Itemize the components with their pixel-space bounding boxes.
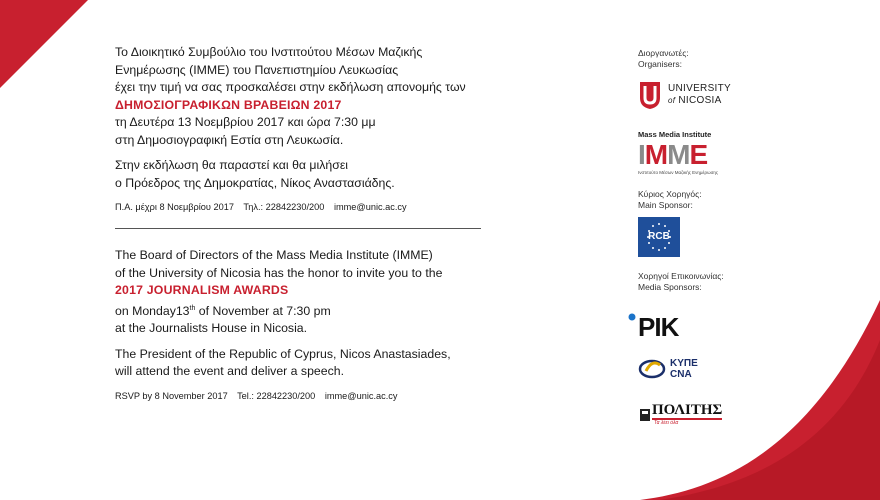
organisers-label-en: Organisers: bbox=[638, 59, 682, 69]
greek-president-line-2: ο Πρόεδρος της Δημοκρατίας, Νίκος Αναστασιάδης. bbox=[115, 175, 395, 190]
greek-intro-line-2: Ενημέρωσης (ΙΜΜΕ) του Πανεπιστημίου Λευκωσίας bbox=[115, 62, 399, 77]
english-rsvp: RSVP by 8 November 2017 bbox=[115, 390, 228, 401]
cna-logo bbox=[638, 357, 778, 381]
greek-rsvp: Π.Α. μέχρι 8 Νοεμβρίου 2017 bbox=[115, 202, 234, 212]
organisers-label-gr: Διοργανωτές: bbox=[638, 48, 689, 58]
imme-logo bbox=[638, 130, 778, 175]
media-sponsors-label-en: Media Sponsors: bbox=[638, 282, 702, 292]
english-venue-line: at the Journalists House in Nicosia. bbox=[115, 321, 308, 336]
english-event-title: 2017 JOURNALISM AWARDS bbox=[115, 283, 289, 297]
unic-line-2: NICOSIA bbox=[678, 95, 722, 106]
english-date-suffix: of November at 7:30 pm bbox=[195, 303, 331, 318]
english-section bbox=[115, 247, 495, 403]
cna-line-1: ΚΥΠΕ bbox=[670, 358, 698, 369]
imme-letter-2: M bbox=[644, 139, 668, 170]
greek-email-link[interactable]: imme@unic.ac.cy bbox=[333, 202, 407, 212]
university-of-nicosia-logo bbox=[638, 80, 778, 110]
imme-letter-4: E bbox=[689, 139, 708, 170]
english-date-line bbox=[115, 300, 495, 321]
english-president-line-1: The President of the Republic of Cyprus, Nicos Anastasiades, bbox=[115, 346, 451, 361]
rik-dot-icon bbox=[628, 313, 636, 321]
english-phone: Tel.: 22842230/200 bbox=[237, 390, 316, 401]
english-intro-line-1: The Board of Directors of the Mass Media Institute (IMME) bbox=[115, 248, 433, 262]
media-sponsors-label-gr: Χορηγοί Επικοινωνίας: bbox=[638, 271, 724, 281]
imme-letter-3: M bbox=[667, 139, 690, 170]
english-date-sup: th bbox=[189, 304, 196, 312]
english-president-line-2: will attend the event and deliver a speech. bbox=[115, 364, 345, 379]
english-date-prefix: on Monday13 bbox=[115, 303, 190, 318]
rik-logo bbox=[638, 312, 778, 342]
invitation-body bbox=[115, 44, 495, 403]
unic-shield-icon bbox=[638, 80, 662, 110]
greek-rsvp-line bbox=[115, 200, 495, 214]
politis-tagline: Τα λέει όλα bbox=[654, 420, 679, 426]
unic-of: of bbox=[668, 96, 676, 105]
greek-event-title: ΔΗΜΟΣΙΟΓΡΑΦΙΚΩΝ ΒΡΑΒΕΙΩΝ 2017 bbox=[115, 97, 342, 112]
imme-letter-1: I bbox=[638, 139, 645, 170]
main-sponsor-label-gr: Κύριος Χορηγός: bbox=[638, 189, 702, 199]
greek-intro-line-1: Το Διοικητικό Συμβούλιο του Ινστιτούτου Μέσων Μαζικής bbox=[115, 45, 423, 59]
english-intro-line-2: of the University of Nicosia has the honor to invite you to the bbox=[115, 265, 443, 280]
politis-logo bbox=[638, 403, 778, 426]
greek-intro-line-3: έχει την τιμή να σας προσκαλέσει στην εκδήλωση απονομής των bbox=[115, 80, 466, 94]
english-email-link[interactable]: imme@unic.ac.cy bbox=[324, 390, 398, 401]
politis-text: ΠΟΛΙΤΗΣ bbox=[652, 402, 723, 418]
greek-section bbox=[115, 44, 495, 214]
sponsors-sidebar bbox=[638, 48, 778, 426]
cna-line-2: CNA bbox=[670, 369, 692, 380]
main-sponsor-label-en: Main Sponsor: bbox=[638, 200, 693, 210]
imme-logo-title: Mass Media Institute bbox=[638, 130, 712, 139]
cna-swirl-icon bbox=[638, 357, 666, 381]
greek-venue-line: στη Δημοσιογραφική Εστία στη Λευκωσία. bbox=[115, 132, 344, 147]
politis-emblem-icon bbox=[638, 407, 652, 423]
greek-president-line-1: Στην εκδήλωση θα παραστεί και θα μιλήσει bbox=[115, 158, 349, 172]
greek-date-line: τη Δευτέρα 13 Νοεμβρίου 2017 και ώρα 7:30 μμ bbox=[115, 115, 376, 129]
greek-phone: Τηλ.: 22842230/200 bbox=[243, 202, 325, 212]
english-rsvp-line bbox=[115, 389, 495, 403]
section-divider bbox=[115, 228, 481, 229]
unic-line-1: UNIVERSITY bbox=[668, 83, 732, 94]
imme-logo-subtitle: Ινστιτούτο Μέσων Μαζικής Ενημέρωσης bbox=[638, 170, 719, 175]
rcb-text: RCB bbox=[648, 231, 670, 242]
rik-text: ΡΙΚ bbox=[638, 312, 679, 342]
corner-decoration-top-left bbox=[0, 0, 88, 88]
rcb-logo bbox=[638, 217, 680, 257]
